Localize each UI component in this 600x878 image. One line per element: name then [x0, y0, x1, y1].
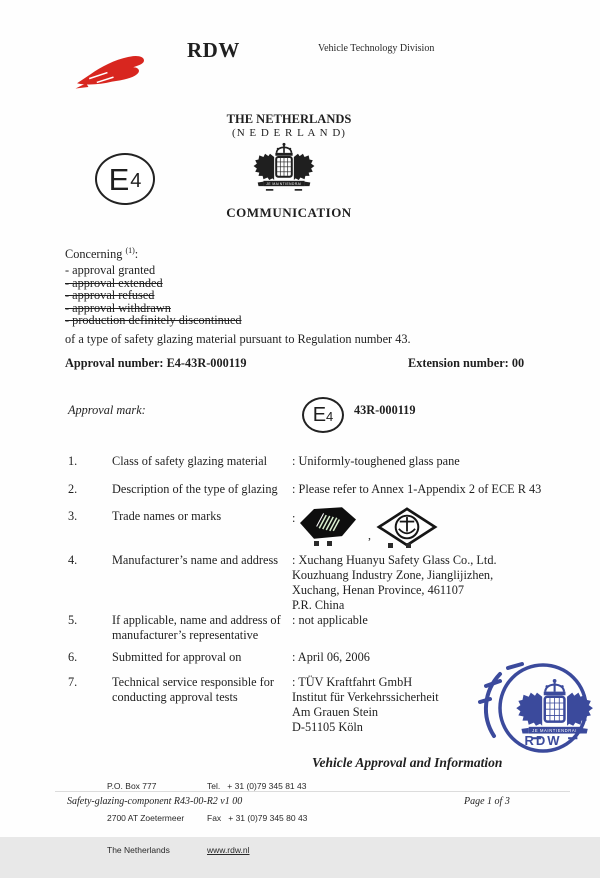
item-3-colon: : — [292, 511, 296, 525]
item-7-value-line: D-51105 Köln — [292, 720, 363, 734]
footer-divider — [55, 791, 570, 792]
approval-number: Approval number: E4-43R-000119 — [65, 356, 247, 370]
item-5-label: If applicable, name and address of manufacturer’s representative — [112, 613, 281, 642]
e4-letter: E — [108, 161, 130, 197]
item-4-value-line: : Xuchang Huanyu Safety Glass Co., Ltd. — [292, 553, 497, 567]
extension-number: Extension number: 00 — [408, 356, 525, 370]
concerning-colon: : — [134, 247, 139, 262]
subject-line: of a type of safety glazing material pursuant to Regulation number 43. — [65, 332, 411, 346]
item-1-value: : Uniformly-toughened glass pane — [292, 454, 460, 468]
trademark-caption-glyph — [327, 541, 332, 546]
item-2-value: : Please refer to Annex 1-Appendix 2 of ECE R 43 — [292, 482, 542, 496]
item-3-label: Trade names or marks — [112, 509, 222, 523]
stamp-rdw-text: RDW — [524, 733, 562, 748]
diamond-trademark-logo — [378, 508, 436, 546]
netherlands-coat-of-arms-icon — [247, 142, 321, 195]
footer-department: Vehicle Approval and Information — [312, 755, 503, 770]
concerning-heading — [65, 246, 138, 262]
e4-mark-icon — [95, 153, 155, 205]
rdw-wing-logo-icon — [74, 45, 150, 91]
country-title: THE NETHERLANDS — [226, 112, 352, 126]
item-7-label: Technical service responsible for conducting approval tests — [112, 675, 275, 704]
country-subtitle: (N E D E R L A N D) — [232, 127, 346, 139]
option-production-discontinued: - production definitely discontinued — [65, 313, 242, 328]
item-6-number: 6. — [68, 650, 78, 664]
item-4-value-line: Xuchang, Henan Province, 461107 — [292, 583, 465, 597]
option-approval-withdrawn: - approval withdrawn — [65, 300, 171, 315]
concerning-options — [65, 264, 242, 327]
trademark-caption-glyph — [314, 541, 319, 546]
item-7-value-line: Am Grauen Stein — [292, 705, 379, 719]
footer-address-line: P.O. Box 777 — [107, 780, 157, 791]
approval-mark-letter: E — [312, 404, 327, 426]
document-reference: Safety-glazing-component R43-00-R2 v1 00 — [67, 796, 243, 807]
approval-mark-label: Approval mark: — [68, 403, 146, 417]
item-5-number: 5. — [68, 613, 78, 627]
footer-address-line: The Netherlands — [107, 845, 170, 856]
brand-wordmark: RDW — [187, 38, 240, 62]
concerning-intro: Concerning — [65, 247, 126, 262]
item-5-value: : not applicable — [292, 613, 368, 627]
trademark-separator: , — [368, 528, 371, 542]
hexagon-trademark-logo — [300, 505, 356, 541]
item-2-number: 2. — [68, 482, 78, 496]
footer-tel: Tel. + 31 (0)79 345 81 43 — [207, 780, 307, 791]
option-approval-refused: - approval refused — [65, 288, 155, 303]
item-4-number: 4. — [68, 553, 78, 567]
item-1-number: 1. — [68, 454, 78, 468]
item-4-label: Manufacturer’s name and address — [112, 553, 279, 567]
item-1-label: Class of safety glazing material — [112, 454, 268, 468]
item-4-value-line: Kouzhuang Industry Zone, Jianglijizhen, — [292, 568, 494, 582]
trademark-caption-glyph — [388, 543, 393, 548]
division-label: Vehicle Technology Division — [318, 43, 435, 54]
item-2-label: Description of the type of glazing — [112, 482, 278, 496]
item-4-value-line: P.R. China — [292, 598, 345, 612]
trademark-caption-glyph — [406, 543, 411, 548]
item-7-value-line: Institut für Verkehrssicherheit — [292, 690, 439, 704]
rdw-blue-stamp — [478, 658, 596, 760]
footer-fax: Fax + 31 (0)79 345 80 43 — [207, 812, 308, 823]
option-approval-granted: - approval granted — [65, 263, 156, 277]
e4-number: 4 — [130, 169, 142, 192]
item-4-value — [292, 553, 587, 613]
footer-contact — [207, 759, 307, 878]
approval-mark-number: 4 — [326, 408, 334, 424]
concerning-footnote: (1) — [125, 246, 135, 255]
page-number: Page 1 of 3 — [464, 796, 510, 807]
item-6-value: : April 06, 2006 — [292, 650, 370, 664]
item-7-number: 7. — [68, 675, 78, 689]
option-approval-extended: - approval extended — [65, 275, 163, 290]
item-3-number: 3. — [68, 509, 78, 523]
item-6-label: Submitted for approval on — [112, 650, 242, 664]
document-title: COMMUNICATION — [226, 205, 352, 220]
footer-address-line: 2700 AT Zoetermeer — [107, 812, 185, 823]
approval-mark-code: 43R-000119 — [354, 403, 416, 417]
item-7-value-line: : TÜV Kraftfahrt GmbH — [292, 675, 413, 689]
approval-mark-e4-icon — [302, 397, 344, 433]
footer-website: www.rdw.nl — [207, 845, 250, 856]
footer-address — [107, 759, 184, 878]
